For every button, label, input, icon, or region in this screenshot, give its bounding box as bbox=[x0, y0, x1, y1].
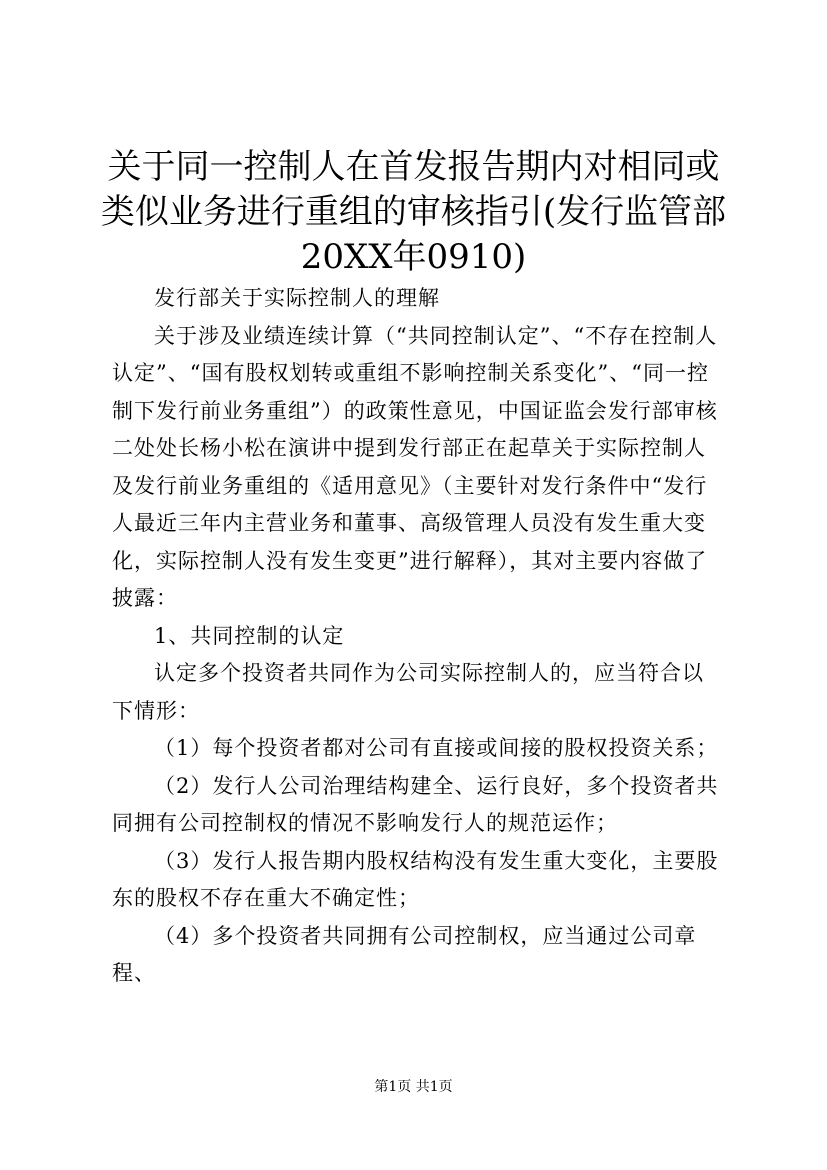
document-body bbox=[112, 280, 724, 993]
list-item: （4）多个投资者共同拥有公司控制权，应当通过公司章程、 bbox=[112, 923, 697, 985]
paragraph: 认定多个投资者共同作为公司实际控制人的，应当符合以下情形： bbox=[112, 661, 704, 723]
paragraph: 关于涉及业绩连续计算（“共同控制认定”、“不存在控制人认定”、“国有股权划转或重组不影响控制关系变化”、“同一控制下发行前业务重组”）的政策性意见，中国证监会发行部审核二处处长杨小松在演讲中提到发行部正在起草关于实际控制人及发行前业务重组的《适用意见》（主要针对发行条件中“发行人最近三年内主营业务和董事、高级管理人员没有发生重大变化，实际控制人没有发生变更”进行解释），其对主要内容做了披露： bbox=[112, 323, 718, 610]
document-title: 关于同一控制人在首发报告期内对相同或类似业务进行重组的审核指引(发行监管部20XX年0910) bbox=[100, 147, 727, 277]
page-footer: 第1页 共1页 bbox=[374, 1079, 453, 1095]
list-item: （3）发行人报告期内股权结构没有发生重大变化，主要股东的股权不存在重大不确定性； bbox=[112, 848, 719, 910]
list-item: （2）发行人公司治理结构建全、运行良好，多个投资者共同拥有公司控制权的情况不影响发行人的规范运作； bbox=[112, 773, 719, 835]
paragraph: 发行部关于实际控制人的理解 bbox=[154, 286, 440, 310]
list-item: （1）每个投资者都对公司有直接或间接的股权投资关系； bbox=[154, 736, 719, 760]
section-heading: 1、共同控制的认定 bbox=[154, 623, 345, 648]
